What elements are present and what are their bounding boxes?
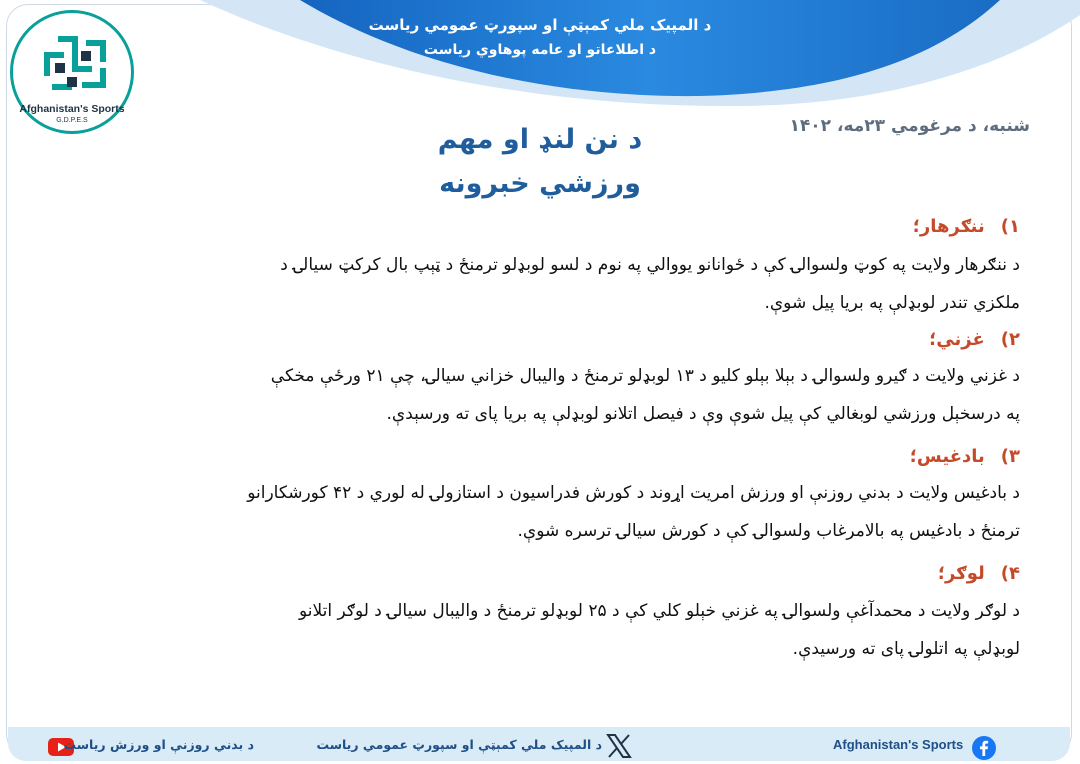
section-title: ننګرهار؛ (912, 216, 985, 237)
logo-abbreviation: G.D.P.E.S (56, 117, 88, 124)
paragraph-line: ترمنځ د بادغیس په بالامرغاب ولسوالۍ کې د کورش سیالۍ ترسره شوې. (517, 521, 1020, 541)
news-section-4 (938, 563, 1020, 584)
section-heading-2 (929, 329, 1020, 350)
section-number: ۲) (1000, 329, 1020, 350)
news-paragraph-1 (54, 246, 1020, 322)
paragraph-line: د غزني ولایت د ګیرو ولسوالۍ د بېلا بېلو کلیو د ۱۳ لوبډلو ترمنځ د والیبال خزاني سیالۍ، چې ۲۱ ورځې مخکې (270, 366, 1020, 386)
news-paragraph-3 (54, 474, 1020, 550)
x-twitter-icon[interactable] (606, 733, 632, 759)
twitter-account-label[interactable]: د المپيک ملي کمېټې او سپورټ عمومي رياست (316, 737, 602, 752)
page-title: د نن لنډ او مهم (437, 124, 643, 155)
section-title: بادغیس؛ (909, 446, 985, 467)
section-heading-4 (938, 563, 1020, 584)
paragraph-line: د بادغیس ولایت د بدني روزنې او ورزش امریت اړوند د کورش فدراسیون د استازولۍ له لوري د ۴۲ کورشکارانو (247, 483, 1020, 503)
section-number: ۳) (1000, 446, 1020, 467)
logo (10, 10, 134, 134)
section-title: لوګر؛ (937, 563, 985, 584)
news-section-1 (913, 216, 1020, 237)
section-number: ۴) (1000, 563, 1020, 584)
youtube-channel-label[interactable]: د بدني روزنې او ورزش رياست (63, 737, 254, 752)
paragraph-line: د ننګرهار ولایت په کوټ ولسوالۍ کې د ځوانانو یووالي په نوم د لسو لوبډلو ترمنځ د ټېپ بال کرکټ سیالۍ د (280, 255, 1020, 275)
sports-logo-icon (41, 29, 109, 97)
news-section-3 (910, 446, 1020, 467)
section-title: غزني؛ (929, 329, 985, 350)
news-section-2 (929, 329, 1020, 350)
paragraph-line: ملکزي تندر لوبډلې په بریا پیل شوې. (764, 293, 1020, 313)
news-paragraph-2 (54, 357, 1020, 433)
news-paragraph-4 (54, 592, 1020, 668)
section-number: ۱) (1000, 216, 1020, 237)
header-dept-title: د اطلاعاتو او عامه پوهاوي رياست (423, 42, 657, 58)
section-heading-3 (910, 446, 1020, 467)
facebook-icon[interactable] (972, 736, 996, 760)
page-subtitle: ورزشي خبرونه (439, 168, 641, 199)
paragraph-line: په درسخېل ورزشي لوبغالي کې پیل شوې وې د فیصل اتلانو لوبډلې په بریا پای ته ورسېدې. (386, 404, 1020, 424)
paragraph-line: لوبډلې په اتلولۍ پای ته ورسیدې. (792, 639, 1020, 659)
paragraph-line: د لوګر ولایت د محمدآغې ولسوالۍ په غزني خېلو کلي کې د ۲۵ لوبډلو ترمنځ د والیبال سیالۍ د لوګر اتلانو (298, 601, 1020, 621)
section-heading-1 (913, 216, 1020, 237)
header-org-title: د المپيک ملي کمېټې او سپورټ عمومي رياست (368, 16, 712, 34)
logo-name: Afghanistan's Sports (19, 103, 125, 115)
facebook-page-label[interactable]: Afghanistan's Sports (833, 737, 964, 752)
date-label: شنبه، د مرغومي ۲۳مه، ۱۴۰۲ (789, 116, 1030, 136)
